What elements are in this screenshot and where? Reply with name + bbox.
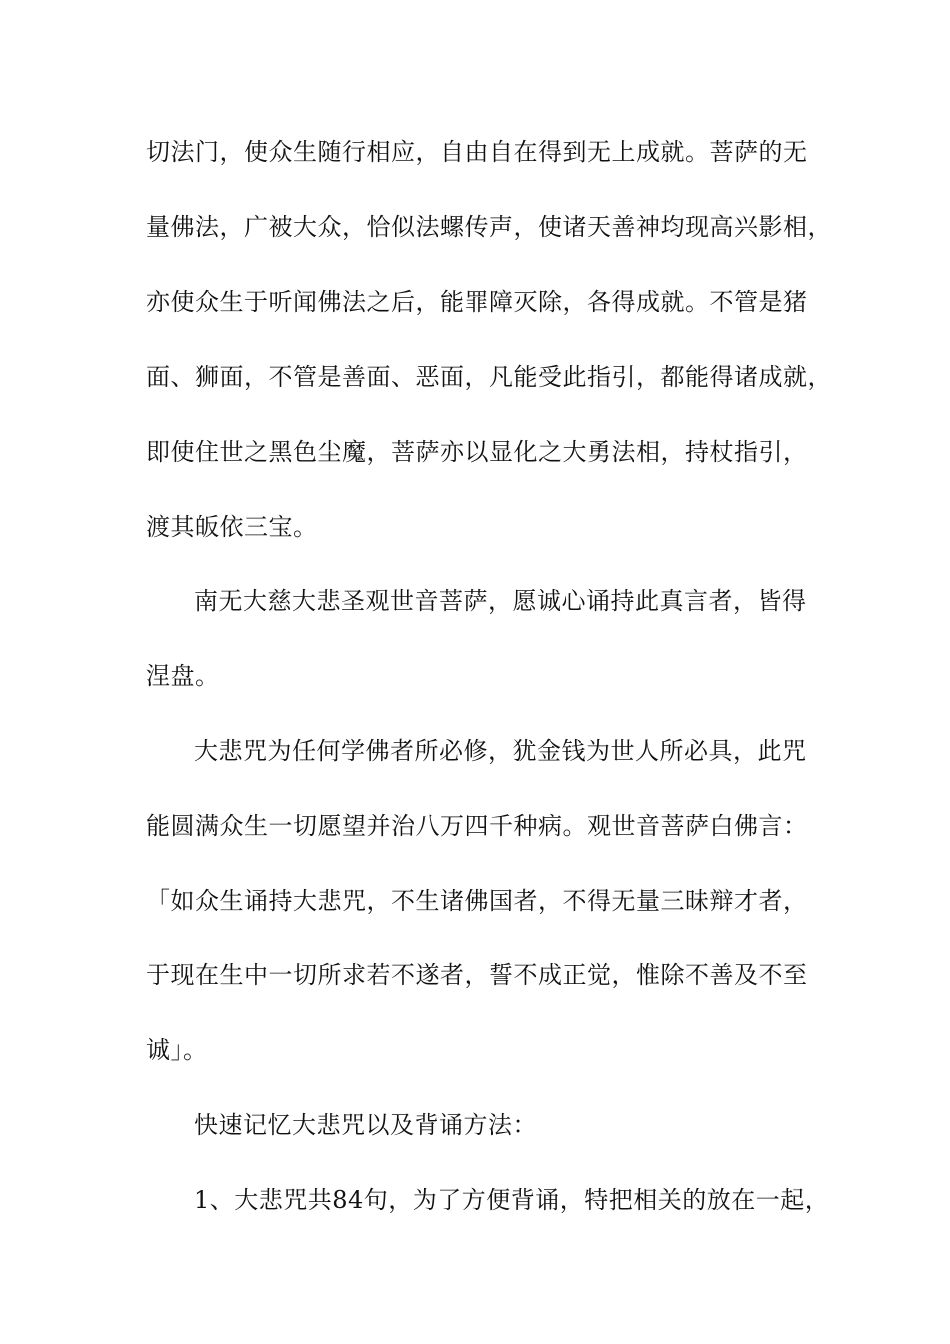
text-line-5: 即使住世之黑色尘魔，菩萨亦以显化之大勇法相，持杖指引，	[146, 438, 808, 466]
paragraph-3-line-5: 诚」。	[146, 1036, 208, 1064]
text-line-2: 量佛法，广被大众，恰似法螺传声，使诸天善神均现高兴影相，	[146, 213, 832, 241]
text-line-1: 切法门，使众生随行相应，自由自在得到无上成就。菩萨的无	[146, 138, 808, 166]
paragraph-3-line-3: 「如众生诵持大悲咒，不生诸佛国者，不得无量三昧辩才者，	[146, 887, 808, 915]
paragraph-3-line-4: 于现在生中一切所求若不遂者，誓不成正觉，惟除不善及不至	[146, 961, 808, 989]
section-heading: 快速记忆大悲咒以及背诵方法：	[194, 1111, 537, 1139]
paragraph-3-line-2: 能圆满众生一切愿望并治八万四千种病。观世音菩萨白佛言：	[146, 812, 808, 840]
text-line-6: 渡其皈依三宝。	[146, 513, 318, 541]
list-item-1: 1、大悲咒共84句，为了方便背诵，特把相关的放在一起，	[194, 1186, 830, 1214]
paragraph-2-line-2: 涅盘。	[146, 662, 220, 690]
paragraph-2-line-1: 南无大慈大悲圣观世音菩萨，愿诚心诵持此真言者，皆得	[194, 587, 807, 615]
text-line-3: 亦使众生于听闻佛法之后，能罪障灭除，各得成就。不管是猪	[146, 288, 808, 316]
text-line-4: 面、狮面，不管是善面、恶面，凡能受此指引，都能得诸成就，	[146, 363, 832, 391]
paragraph-3-line-1: 大悲咒为任何学佛者所必修，犹金钱为世人所必具，此咒	[194, 737, 807, 765]
